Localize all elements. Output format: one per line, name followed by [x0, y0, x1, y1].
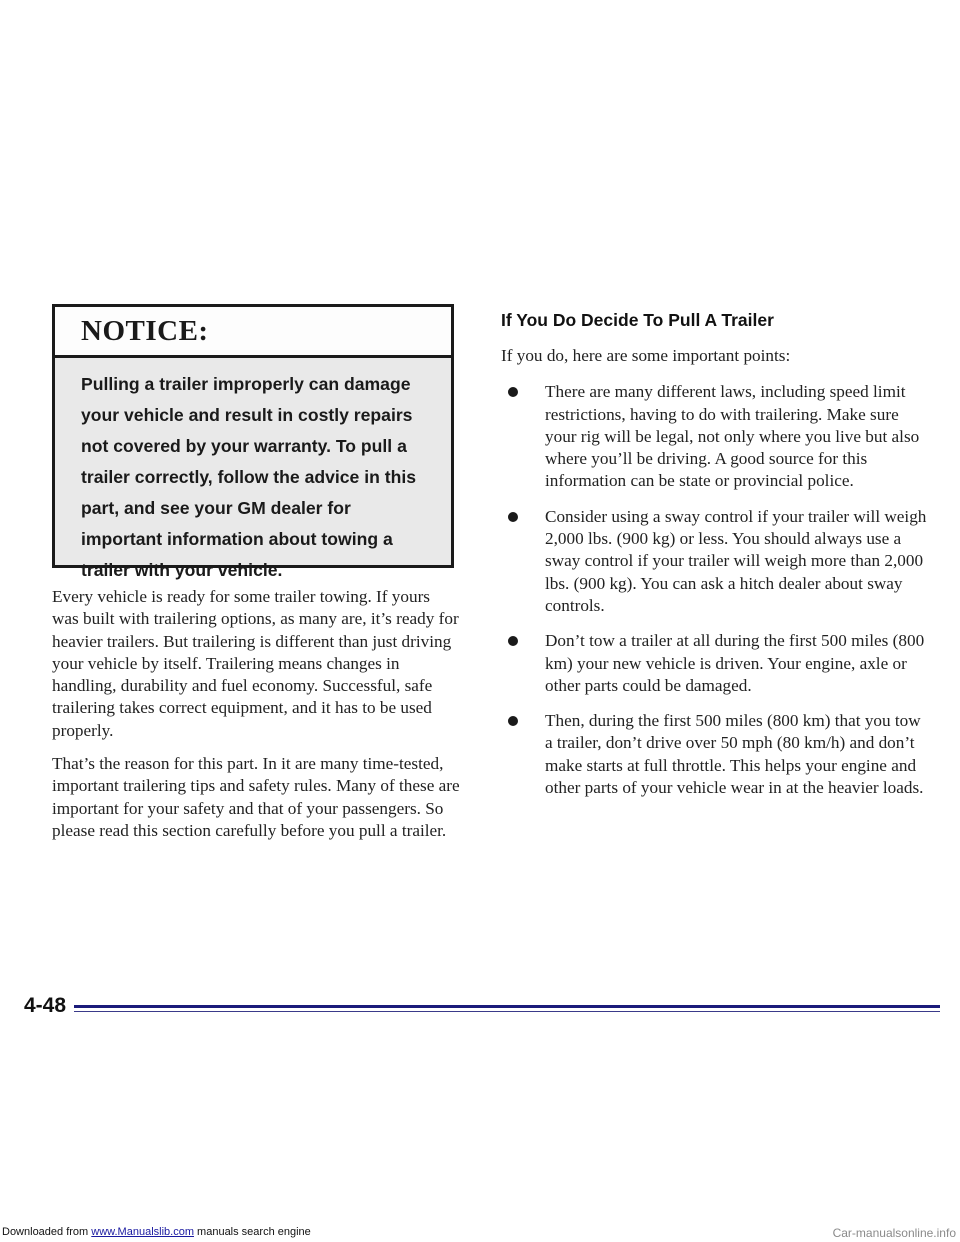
bullet-dot-icon: [508, 716, 518, 726]
notice-body: Pulling a trailer improperly can damage your vehicle and result in costly repairs not covered by your warranty. To pull a trailer correctly, follow the advice in this part, and see your GM dealer for important information about towing a trailer with your vehicle.: [81, 374, 417, 580]
notice-box: [52, 304, 454, 580]
paragraph-trailer-ready: Every vehicle is ready for some trailer towing. If yours was built with trailering options, as many are, it’s ready for heavier trailers. But trailering is different than just driving your vehicle by itself. Trailering means changes in handling, durability and fuel economy. Successful, safe trailering takes correct equipment, and it has to be used properly.: [52, 587, 459, 740]
footer-bar: [0, 1228, 960, 1242]
page-rule: [74, 1005, 940, 1008]
bullet-text: Don’t tow a trailer at all during the first 500 miles (800 km) your new vehicle is driven. Your engine, axle or other parts could be damaged.: [545, 631, 925, 695]
bullet-item: [501, 381, 931, 492]
section-heading: If You Do Decide To Pull A Trailer: [501, 310, 774, 330]
page-rule-thin: [74, 1011, 940, 1012]
bullet-list: [501, 381, 931, 799]
footer-prefix: Downloaded from: [2, 1226, 89, 1238]
paragraph-reason: That’s the reason for this part. In it are many time-tested, important trailering tips and safety rules. Many of these are important for your safety and that of your passengers. So please read this section carefully before you pull a trailer.: [52, 754, 460, 840]
right-column: [501, 310, 931, 812]
footer-download-note: [2, 1226, 311, 1238]
left-body-text: [52, 586, 460, 842]
bullet-item: [501, 506, 931, 617]
notice-title: NOTICE:: [81, 314, 209, 347]
section-intro: If you do, here are some important points:: [501, 346, 791, 365]
bullet-text: Then, during the first 500 miles (800 km) that you tow a trailer, don’t drive over 50 mph (80 km/h) and don’t make starts at full throttle. This helps your engine and other parts of your vehicle wear in at the heavier loads.: [545, 711, 924, 798]
manualslib-link[interactable]: www.Manualslib.com: [91, 1226, 194, 1238]
bullet-item: [501, 710, 931, 799]
left-column: [52, 304, 460, 842]
bullet-dot-icon: [508, 512, 518, 522]
bullet-dot-icon: [508, 387, 518, 397]
notice-header: [55, 307, 451, 358]
footer-suffix: manuals search engine: [197, 1226, 311, 1238]
footer-watermark: Car-manualsonline.info: [832, 1226, 956, 1240]
bullet-text: There are many different laws, including speed limit restrictions, having to do with trailering. Make sure your rig will be legal, not only where you live but also where you’ll be driving. A good source for this information can be state or provincial police.: [545, 382, 920, 491]
bullet-item: [501, 630, 931, 697]
page-number: 4-48: [24, 994, 67, 1017]
bullet-text: Consider using a sway control if your trailer will weigh 2,000 lbs. (900 kg) or less. You should always use a sway control if your trailer will weigh more than 2,000 lbs. (900 kg). You can ask a hitch dealer about sway controls.: [545, 506, 927, 615]
bullet-dot-icon: [508, 636, 518, 646]
